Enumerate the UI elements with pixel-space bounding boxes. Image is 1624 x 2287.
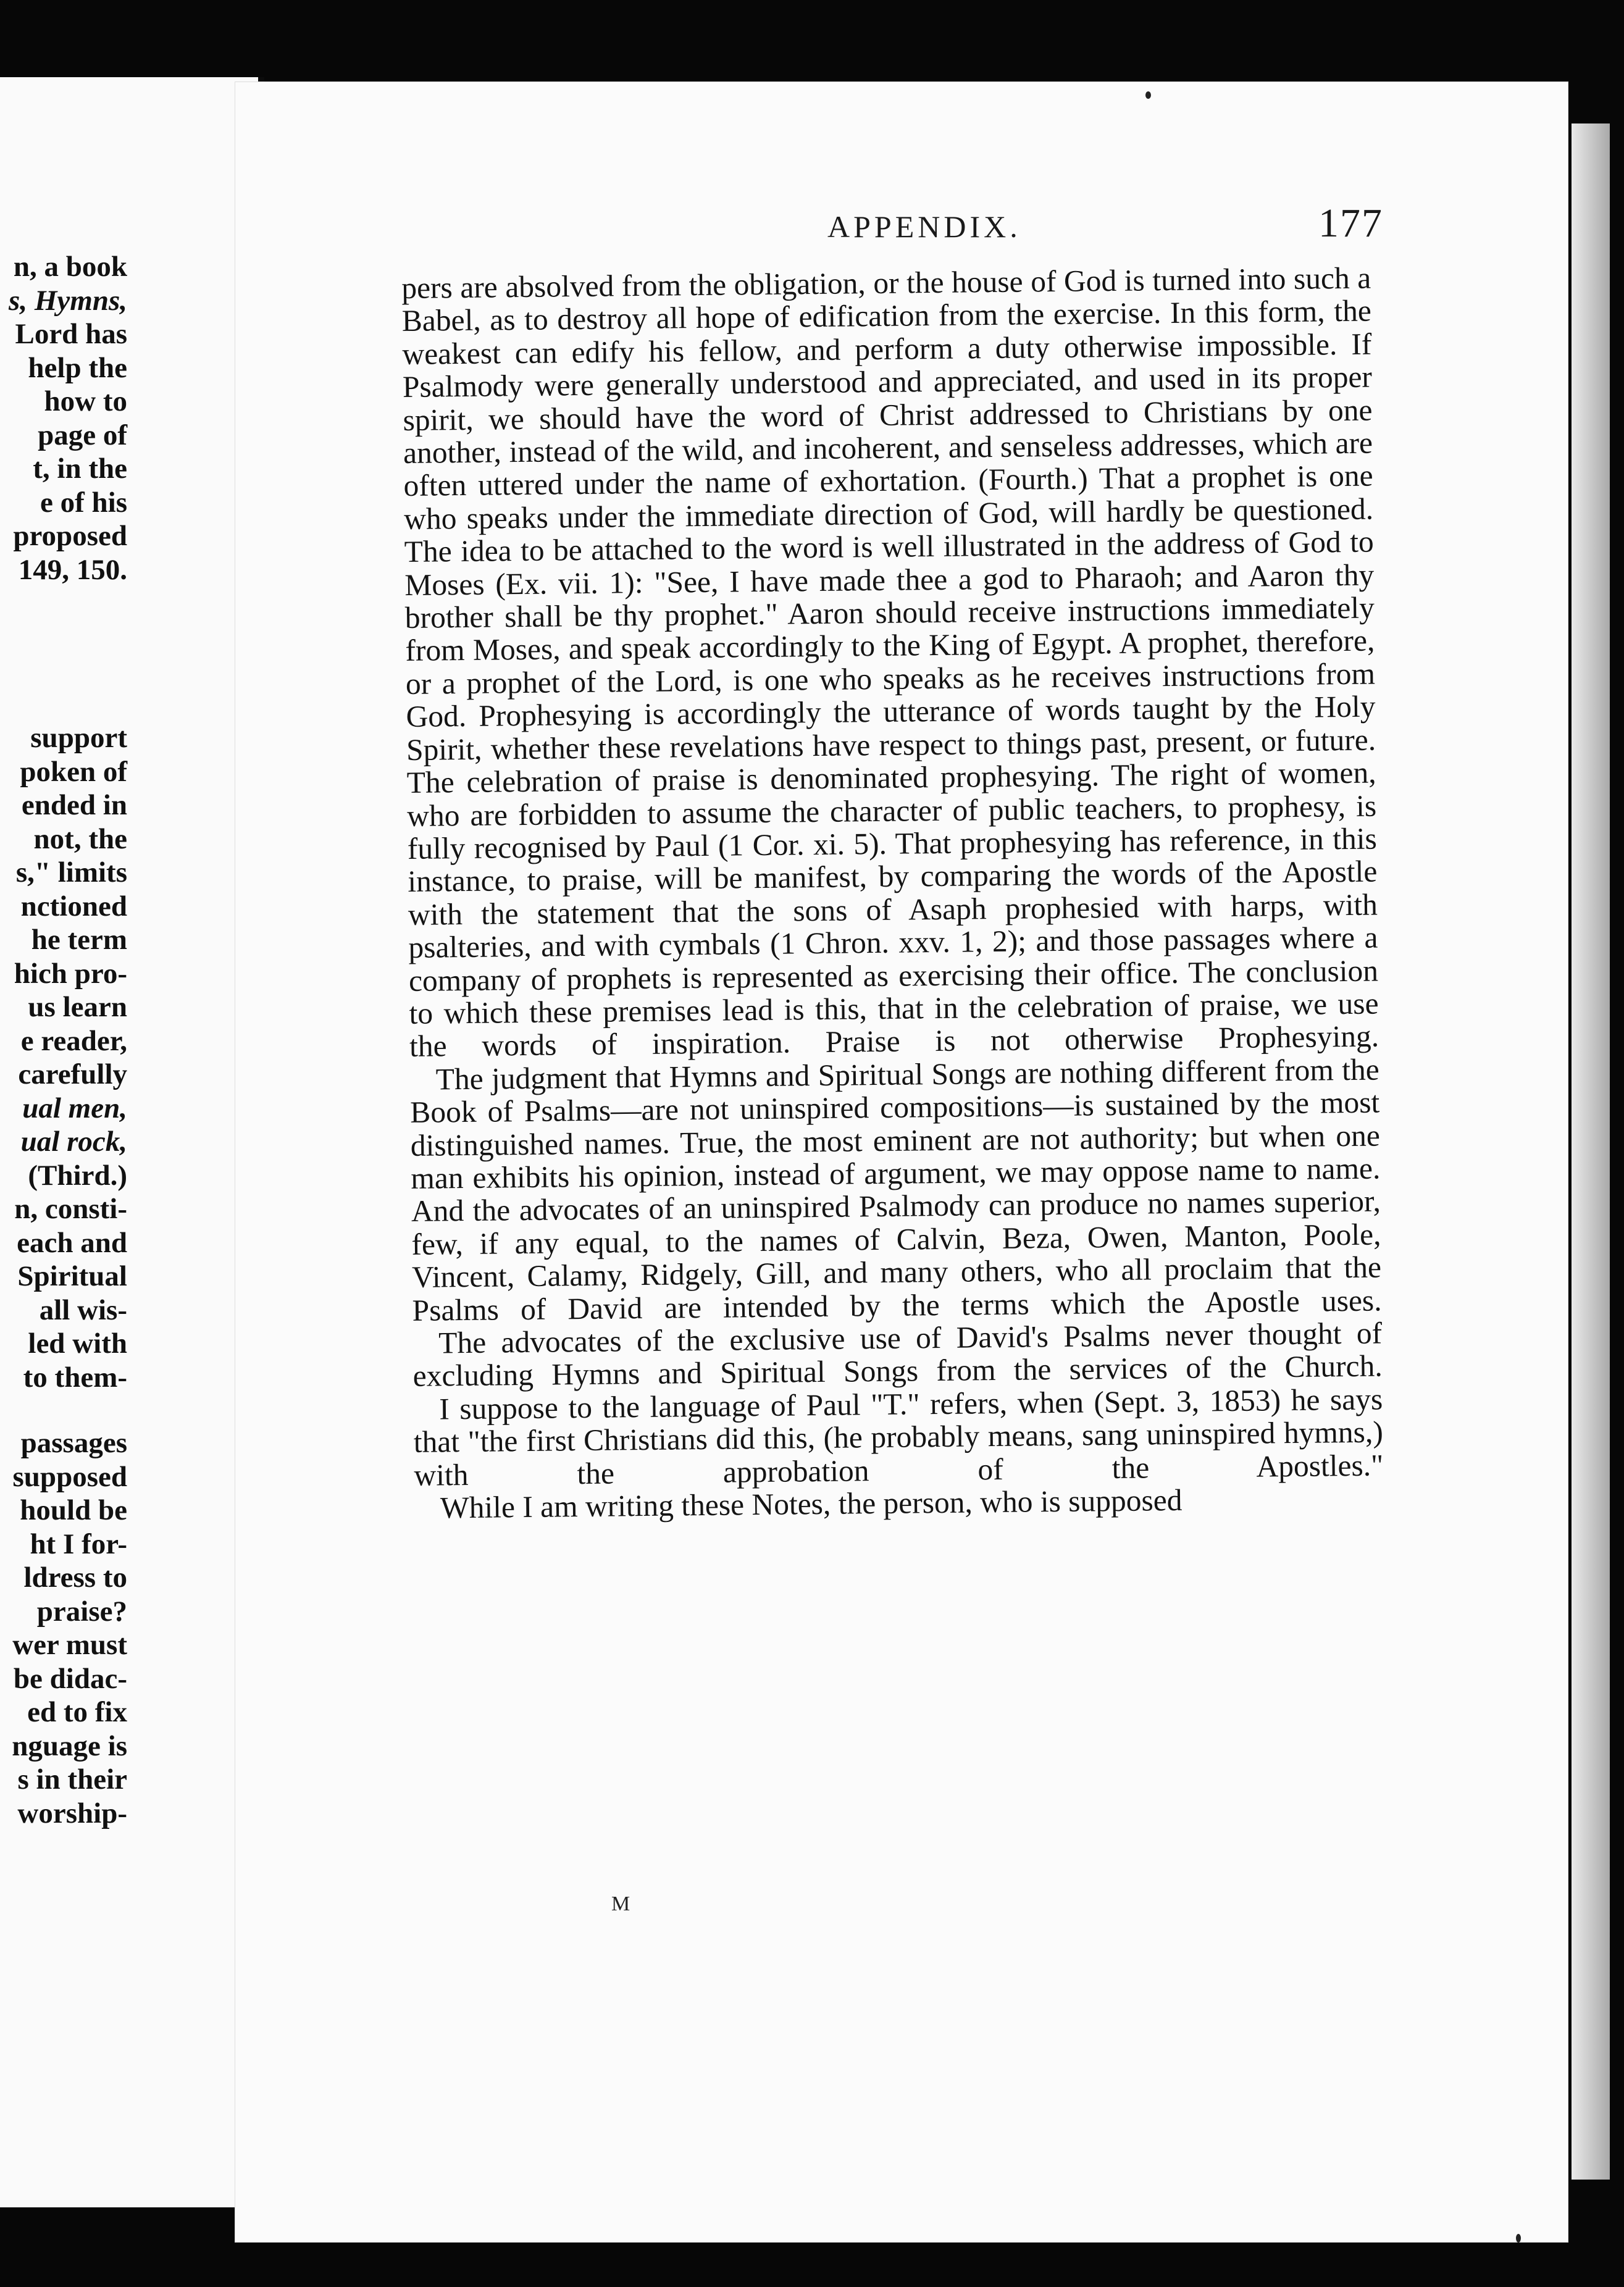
left-line: ended in [21, 789, 127, 821]
left-line: ed to fix [27, 1696, 127, 1728]
left-line: not, the [33, 822, 127, 855]
left-line: wer must [12, 1629, 127, 1661]
left-line: supposed [12, 1460, 127, 1493]
left-line: (Third.) [28, 1159, 127, 1192]
left-line: n, a book [13, 251, 127, 283]
left-line: t, in the [33, 453, 127, 485]
left-line: Spiritual [17, 1260, 127, 1292]
left-line: e of his [40, 486, 127, 519]
left-line: help the [28, 351, 127, 384]
paragraph: The advocates of the exclusive use of David's Psalms never thought of excluding Hymns and Spiritual Songs from the services of the Church. [412, 1316, 1383, 1394]
left-line: poken of [20, 755, 127, 788]
left-line: s," limits [15, 856, 127, 888]
left-line: s in their [17, 1763, 127, 1796]
left-line: page of [38, 419, 127, 451]
left-line: us learn [28, 991, 127, 1023]
left-line: proposed [13, 520, 127, 552]
left-line: ual rock, [20, 1126, 127, 1158]
left-line: hould be [20, 1494, 127, 1526]
left-line: ht I for- [30, 1528, 127, 1560]
paragraph: I suppose to the language of Paul "T." refers, when (Sept. 3, 1853) he says that "the first Christians did this, (he probably means, sang uninspired hymns,) with the approbation of the Apostles." [413, 1382, 1384, 1492]
left-line: led with [28, 1327, 127, 1360]
speck [1516, 2234, 1521, 2243]
left-line: nctioned [20, 890, 127, 922]
running-title: APPENDIX. [827, 209, 1021, 244]
page-edge-strip [1572, 123, 1610, 2180]
left-line: 149, 150. [18, 553, 127, 586]
left-line: he term [31, 924, 127, 956]
paragraph: The judgment that Hymns and Spiritual Songs are nothing different from the Book of Psalms—are not uninspired compositions—is sustained by the most distinguished names. True, the most eminent are not authority; but when one man exhibits his opinion, instead of argument, we may oppose name to name. And the advocates of an uninspired Psalmody can produce no names superior, few, if any equal, to the names of Calvin, Beza, Owen, Manton, Poole, Vincent, Calamy, Ridgely, Gill, and many others, who all proclaim that the Psalms of David are intended by the terms which the Apostle uses. [409, 1052, 1382, 1327]
left-line: Lord has [15, 318, 127, 350]
running-header [827, 201, 1383, 247]
left-line: praise? [36, 1595, 127, 1628]
left-page-text [0, 250, 127, 1830]
left-line: all wis- [39, 1294, 127, 1326]
page-number: 177 [1318, 201, 1383, 246]
left-line: s, Hymns, [9, 284, 127, 317]
left-line: ldress to [23, 1562, 127, 1594]
left-line: nguage is [12, 1729, 127, 1762]
left-line: hich pro- [14, 957, 127, 990]
paragraph: pers are absolved from the obligation, or the house of God is turned into such a Babel, as to destroy all hope of edification from the exercise. In this form, the weakest can edify his fellow, and perform a duty otherwise impossible. If Psalmody were generally understood and appreciated, and used in its proper spirit, we should have the word of Christ addressed to Christians by one another, instead of the wild, and incoherent, and senseless addresses, which are often uttered under the name of exhortation. (Fourth.) That a prophet is one who speaks under the immediate direction of God, will hardly be questioned. The idea to be attached to the word is well illustrated in the address of God to Moses (Ex. vii. 1): "See, I have made thee a god to Pharaoh; and Aaron thy brother shall be thy prophet." Aaron should receive instructions immediately from Moses, and speak accordingly to the King of Egypt. A prophet, therefore, or a prophet of the Lord, is one who speaks as he receives instructions from God. Prophesying is accordingly the utterance of words taught by the Holy Spirit, whether these revelations have respect to things past, present, or future. The celebration of praise is denominated prophesying. The right of women, who are forbidden to assume the character of public teachers, to prophesy, is fully recognised by Paul (1 Cor. xi. 5). That prophesying has reference, in this instance, to praise, will be manifest, by comparing the words of the Apostle with the statement that the sons of Asaph prophesied with harps, with psalteries, and with cymbals (1 Chron. xxv. 1, 2); and those passages where a company of prophets is represented as exercising their office. The conclusion to which these premises lead is this, that in the celebration of praise, we use the words of inspiration. Praise is not otherwise Prophesying. [401, 261, 1379, 1064]
left-line: support [30, 722, 127, 754]
left-line: carefully [18, 1058, 127, 1090]
signature-mark: M [611, 1892, 630, 1915]
left-page [0, 77, 258, 2207]
left-line: worship- [17, 1797, 127, 1829]
left-line: how to [44, 385, 127, 417]
left-line: e reader, [20, 1024, 127, 1057]
left-line: to them- [23, 1361, 127, 1394]
left-line: passages [20, 1427, 127, 1459]
left-line: ual men, [22, 1092, 127, 1124]
left-line: n, consti- [14, 1193, 127, 1225]
left-line: be didac- [13, 1662, 127, 1695]
speck [1145, 91, 1151, 99]
page-body [401, 262, 1384, 1525]
left-line: each and [17, 1226, 127, 1259]
paragraph: While I am writing these Notes, the person, who is supposed [440, 1482, 1182, 1525]
